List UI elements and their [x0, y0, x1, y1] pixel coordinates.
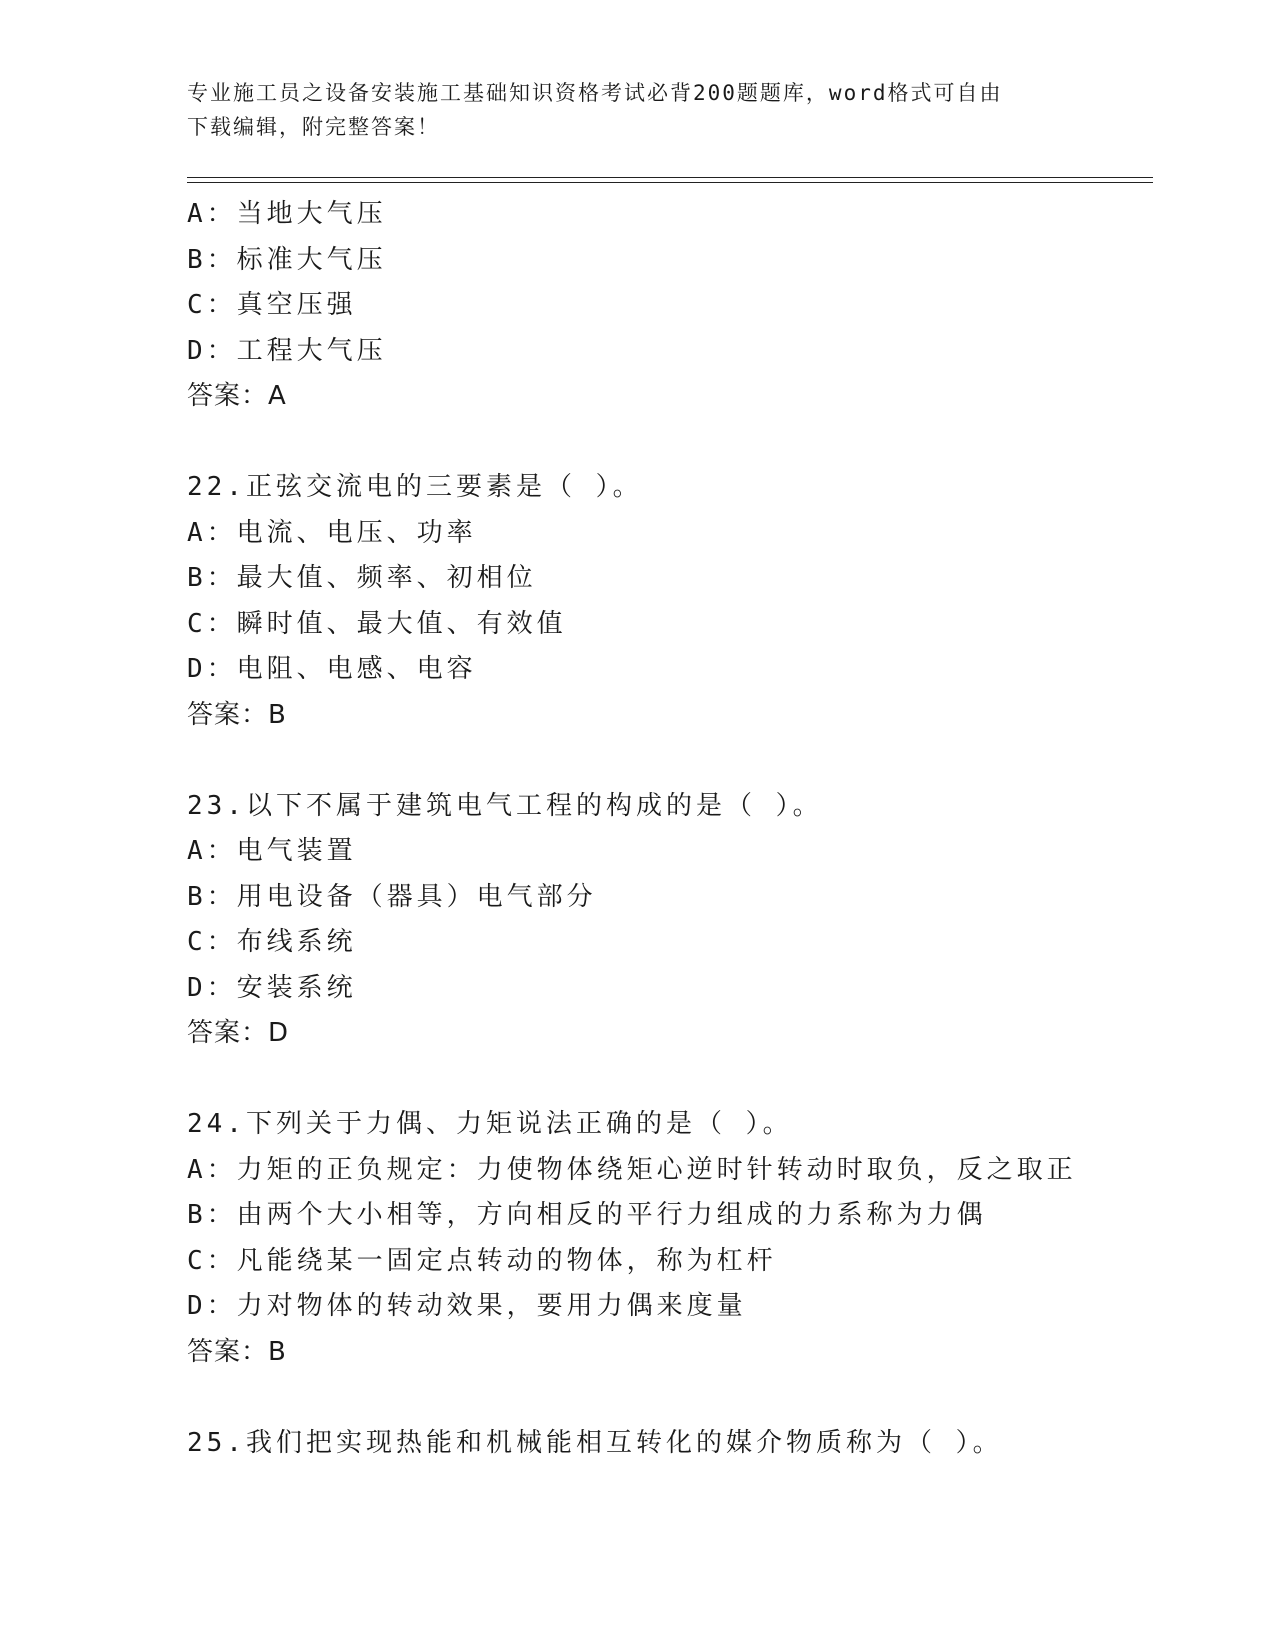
question-21	[187, 192, 1167, 420]
answer: 答案：D	[187, 1018, 290, 1048]
question-22	[187, 465, 1167, 738]
option-b: B：标准大气压	[187, 244, 387, 275]
question-stem: 24.下列关于力偶、力矩说法正确的是（ ）。	[187, 1109, 793, 1139]
option-a: A：电流、电压、功率	[187, 517, 477, 548]
answer: 答案：B	[187, 1336, 287, 1367]
question-24	[187, 1102, 1167, 1375]
header-divider-top	[187, 177, 1153, 178]
question-stem: 25.我们把实现热能和机械能相互转化的媒介物质称为（ ）。	[187, 1427, 1003, 1458]
option-a: A：电气装置	[187, 836, 357, 866]
question-spacer	[187, 1057, 1167, 1103]
answer: 答案：A	[187, 381, 287, 411]
answer: 答案：B	[187, 699, 287, 730]
question-list	[187, 192, 1167, 1466]
question-stem: 22.正弦交流电的三要素是（ ）。	[187, 472, 643, 502]
option-c: C：布线系统	[187, 927, 357, 957]
question-spacer	[187, 738, 1167, 784]
header-divider-bottom	[187, 182, 1153, 183]
question-spacer	[187, 420, 1167, 466]
option-a: A：力矩的正负规定：力使物体绕矩心逆时针转动时取负，反之取正	[187, 1154, 1077, 1185]
document-header	[187, 76, 1087, 144]
option-c: C：瞬时值、最大值、有效值	[187, 608, 567, 639]
option-a: A：当地大气压	[187, 199, 387, 229]
option-c: C：真空压强	[187, 290, 357, 320]
option-b: B：由两个大小相等，方向相反的平行力组成的力系称为力偶	[187, 1200, 987, 1230]
option-d: D：电阻、电感、电容	[187, 654, 477, 684]
header-line-2: 下载编辑，附完整答案！	[187, 115, 440, 139]
option-d: D：工程大气压	[187, 335, 387, 366]
question-25	[187, 1421, 1167, 1467]
option-d: D：力对物体的转动效果，要用力偶来度量	[187, 1291, 747, 1321]
option-d: D：安装系统	[187, 972, 357, 1003]
question-23	[187, 784, 1167, 1057]
option-c: C：凡能绕某一固定点转动的物体，称为杠杆	[187, 1245, 777, 1276]
question-stem: 23.以下不属于建筑电气工程的构成的是（ ）。	[187, 790, 823, 821]
question-spacer	[187, 1375, 1167, 1421]
option-b: B：最大值、频率、初相位	[187, 563, 537, 593]
header-line-1: 专业施工员之设备安装施工基础知识资格考试必背200题题库，word格式可自由	[187, 81, 1003, 105]
option-b: B：用电设备（器具）电气部分	[187, 881, 597, 912]
